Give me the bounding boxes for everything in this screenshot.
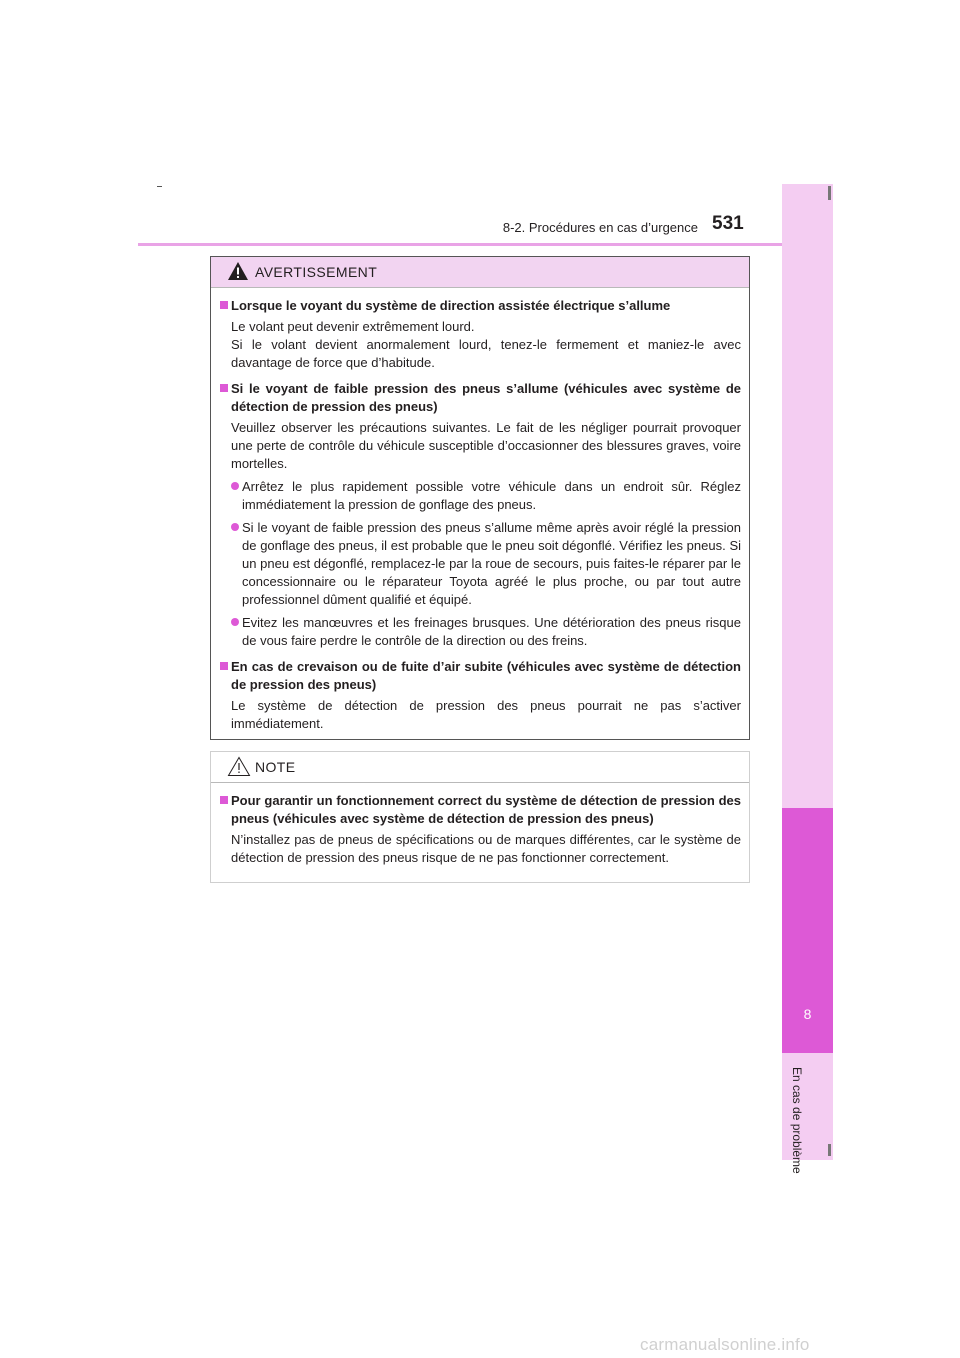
chapter-number: 8 bbox=[803, 1006, 812, 1022]
warning-title: AVERTISSEMENT bbox=[255, 264, 378, 280]
list-item: Evitez les manœuvres et les freinages brusques. Une détérioration des pneus risque de vous faire perdre le contrôle de la direction ou des freins. bbox=[220, 614, 741, 650]
watermark-text: carmanualsonline.info bbox=[640, 1335, 810, 1354]
warning-item-heading: En cas de crevaison ou de fuite d’air subite (véhicules avec système de détection de pression des pneus) bbox=[220, 658, 741, 694]
tab-marker-top bbox=[828, 186, 831, 200]
square-bullet-icon bbox=[220, 796, 228, 804]
header-rule bbox=[138, 243, 833, 246]
warning-item-body: Le système de détection de pression des pneus pourrait ne pas s’activer immédiatement. bbox=[231, 698, 741, 731]
chapter-title: En cas de problème bbox=[790, 1067, 804, 1174]
round-bullet-icon bbox=[231, 523, 239, 531]
warning-item-body: Si le volant devient anormalement lourd, tenez-le fermement et maniez-le avec davantage de force que d’habitude. bbox=[231, 337, 741, 370]
page-number: 531 bbox=[712, 213, 744, 234]
chapter-side-tab bbox=[782, 184, 833, 1174]
warning-header bbox=[211, 257, 749, 288]
warning-content bbox=[211, 288, 749, 733]
square-bullet-icon bbox=[220, 662, 228, 670]
note-box bbox=[210, 751, 750, 883]
note-item-heading: Pour garantir un fonctionnement correct du système de détection de pression des pneus (véhicules avec système de détection de pression des pneus) bbox=[220, 792, 741, 828]
warning-item-body: Veuillez observer les précautions suivantes. Le fait de les négliger pourrait provoquer une perte de contrôle du véhicule susceptible d’occasionner des blessures graves, voire mortelles. bbox=[231, 420, 741, 471]
warning-box bbox=[210, 256, 750, 740]
note-item-body: N’installez pas de pneus de spécifications ou de marques différentes, car le système de détection de pression des pneus risque de ne pas fonctionner correctement. bbox=[231, 832, 741, 865]
note-title: NOTE bbox=[255, 759, 296, 775]
square-bullet-icon bbox=[220, 384, 228, 392]
caution-triangle-outline-icon bbox=[227, 756, 251, 777]
crop-mark bbox=[157, 186, 162, 187]
square-bullet-icon bbox=[220, 301, 228, 309]
list-item: Arrêtez le plus rapidement possible votre véhicule dans un endroit sûr. Réglez immédiatement la pression de gonflage des pneus. bbox=[220, 478, 741, 514]
warning-item-body: Le volant peut devenir extrêmement lourd. bbox=[231, 319, 475, 334]
round-bullet-icon bbox=[231, 618, 239, 626]
section-title: 8-2. Procédures en cas d’urgence bbox=[502, 220, 698, 235]
note-content bbox=[211, 783, 749, 867]
list-item: Si le voyant de faible pression des pneus s’allume même après avoir réglé la pression de gonflage des pneus, il est probable que le pneu soit dégonflé. Vérifiez les pneus. Si un pneu est dégonflé, remplacez-le par la roue de secours, puis faites-le réparer par le concessionnaire ou le réparateur Toyota agréé le plus proche, ou par tout autre professionnel dûment qualifié et équipé. bbox=[220, 519, 741, 609]
round-bullet-icon bbox=[231, 482, 239, 490]
warning-item-heading: Lorsque le voyant du système de direction assistée électrique s’allume bbox=[220, 297, 741, 315]
warning-triangle-icon bbox=[227, 261, 249, 281]
tab-marker-bottom bbox=[828, 1144, 831, 1156]
warning-item-heading: Si le voyant de faible pression des pneus s’allume (véhicules avec système de détection de pression des pneus) bbox=[220, 380, 741, 416]
note-header bbox=[211, 752, 749, 783]
